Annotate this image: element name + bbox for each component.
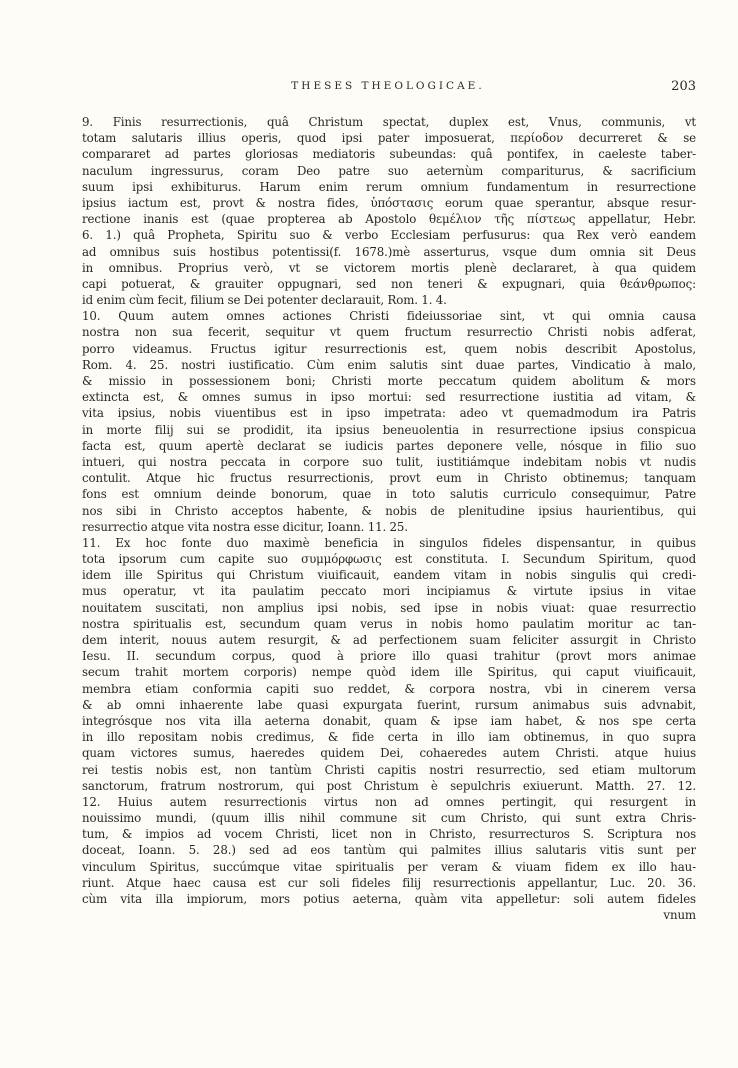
text-line: id enim cùm fecit, filium se Dei potenter declarauit, Rom. 1. 4. bbox=[82, 293, 447, 308]
text-line: resurrectio atque vita nostra esse dicitur, Ioann. 11. 25. bbox=[82, 519, 408, 534]
text-line: idem ille Spiritus qui Christum viuificauit, eandem vitam in nobis singulis qui credi- bbox=[82, 568, 696, 583]
text-line: compararet ad partes gloriosas mediatoris subeundas: quâ pontifex, in caeleste taber- bbox=[82, 147, 696, 162]
text-line: doceat, Ioann. 5. 28.) sed ad eos tantùm qui palmites illius salutaris vitis sunt per bbox=[82, 843, 696, 858]
page-header bbox=[80, 80, 696, 100]
text-line: in morte filij sui se prodidit, ita ipsius beneuolentia in resurrectione ipsius conspicua bbox=[82, 422, 696, 437]
text-line: membra etiam conformia capiti suo reddet, & corpora nostra, vbi in cinerem versa bbox=[82, 681, 696, 696]
text-line: Rom. 4. 25. nostri iustificatio. Cùm enim salutis sint duae partes, Vindicatio à malo, bbox=[82, 357, 696, 372]
text-line: porro videamus. Fructus igitur resurrectionis est, quem nobis describit Apostolus, bbox=[82, 341, 696, 356]
text-line: vnum bbox=[663, 908, 696, 923]
text-line: & ab omni inhaerente labe quasi expurgata fuerint, rursum animabus suis advnabit, bbox=[82, 697, 696, 712]
text-line: sanctorum, fratrum nostrorum, qui post Christum è sepulchris exiuerunt. Matth. 27. 12. bbox=[82, 778, 696, 793]
text-line: nostra non sua fecerit, sequitur vt quem fructum resurrectio Christi nobis adferat, bbox=[82, 325, 696, 340]
text-line: nouissimo mundi, (quum illis nihil commune sit cum Christo, qui sunt extra Chris- bbox=[82, 811, 696, 826]
text-line: riunt. Atque haec causa est cur soli fideles filij resurrectionis appellantur, Luc. 20. 36. bbox=[82, 875, 696, 890]
text-line: 6. 1.) quâ Propheta, Spiritu suo & verbo Ecclesiam perfusurus: qua Rex verò eandem bbox=[82, 228, 696, 243]
text-line: intueri, qui nostra peccata in corpore suo tulit, iustitiámque indebitam nobis vt nudis bbox=[82, 454, 696, 469]
text-line: nostra spiritualis est, secundum quam verus in nobis homo paulatim moritur ac tan- bbox=[82, 616, 696, 631]
text-line: fons est omnium deinde bonorum, quae in toto salutis curriculo consequimur, Patre bbox=[82, 487, 696, 502]
text-line: vinculum Spiritus, succúmque vitae spiritualis per veram & viuam fidem ex illo hau- bbox=[82, 859, 696, 874]
running-title: THESES THEOLOGICAE. bbox=[291, 80, 485, 92]
text-line: in omnibus. Proprius verò, vt se victorem mortis plenè declararet, à qua quidem bbox=[82, 260, 696, 275]
text-line: ipsius iactum est, provt & nostra fides, ὑπόστασις eorum quae sperantur, absque resur- bbox=[82, 195, 696, 210]
text-line: in illo repositam nobis credimus, & fide certa in illo iam obtinemus, in quo supra bbox=[82, 730, 696, 745]
text-line: & missio in possessionem boni; Christi morte peccatum quidem abolitum & mors bbox=[82, 374, 696, 388]
text-line: extincta est, & omnes sumus in ipso mortui: sed resurrectione iustitia ad vitam, & bbox=[82, 390, 696, 405]
text-line: cùm vita illa impiorum, mors potius aeterna, quàm vita appelletur: soli autem fideles bbox=[82, 892, 696, 906]
text-line: Iesu. II. secundum corpus, quod à priore illo quasi trahitur (provt mors animae bbox=[82, 649, 696, 664]
text-line: dem interit, nouus autem resurgit, & ad perfectionem suam feliciter assurgit in Christo bbox=[82, 633, 696, 647]
body-text bbox=[82, 114, 696, 923]
text-line: tum, & impios ad vocem Christi, licet non in Christo, resurrecturos S. Scriptura nos bbox=[82, 827, 696, 842]
text-line: facta est, quum apertè declarat se iudicis partes deponere velle, nósque in filio suo bbox=[82, 438, 696, 453]
text-line: secum trahit mortem corporis) nempe quòd idem ille Spiritus, qui caput viuificauit, bbox=[82, 665, 696, 680]
text-line: vita ipsius, nobis viuentibus est in ipso impetrata: adeo vt quemadmodum ira Patris bbox=[82, 406, 696, 421]
text-line: mus operatur, vt ita paulatim peccato mori incipiamus & virtute ipsius in vitae bbox=[82, 584, 696, 599]
text-line: 9. Finis resurrectionis, quâ Christum spectat, duplex est, Vnus, communis, vt bbox=[82, 115, 696, 129]
text-line: integrósque nos vita illa aeterna donabit, quam & ipse iam habet, & nos spe certa bbox=[82, 713, 696, 728]
text-line: tota ipsorum cum capite suo συμμόρφωσις est constituta. I. Secundum Spiritum, quod bbox=[82, 552, 696, 567]
text-line: quam victores sumus, haeredes quidem Dei, cohaeredes autem Christi. atque huius bbox=[82, 746, 696, 761]
text-line: nos sibi in Christo acceptos habente, & nobis de plenitudine ipsius haurientibus, qui bbox=[82, 503, 696, 518]
text-line: 11. Ex hoc fonte duo maximè beneficia in singulos fideles dispensantur, in quibus bbox=[82, 535, 696, 550]
text-line: contulit. Atque hic fructus resurrectionis, provt eum in Christo obtinemus; tanquam bbox=[82, 471, 696, 486]
text-line: 10. Quum autem omnes actiones Christi fideiussoriae sint, vt qui omnia causa bbox=[82, 309, 696, 324]
text-line: ad omnibus suis hostibus potentissi(f. 1678.)mè asserturus, vsque dum omnia sit Deus bbox=[82, 244, 696, 259]
text-line: totam salutaris illius operis, quod ipsi pater imposuerat, περίοδον decurreret & se bbox=[82, 131, 696, 146]
text-line: naculum ingressurus, coram Deo patre suo aeternùm compariturus, & sacrificium bbox=[82, 163, 696, 178]
text-line: 12. Huius autem resurrectionis virtus non ad omnes pertingit, qui resurgent in bbox=[82, 794, 696, 809]
text-line: rectione inanis est (quae propterea ab Apostolo θεμέλιον τῆς πίστεως appellatur, Hebr. bbox=[82, 212, 696, 227]
text-line: capi potuerat, & grauiter oppugnari, sed non teneri & expugnari, quia θεάνθρωπος: bbox=[82, 276, 696, 291]
text-line: suum ipsi exhibiturus. Harum enim rerum omnium fundamentum in resurrectione bbox=[82, 179, 696, 194]
page-number: 203 bbox=[671, 79, 696, 94]
text-line: rei testis nobis est, non tantùm Christi capitis nostri resurrectio, sed etiam multorum bbox=[82, 762, 696, 777]
text-line: nouitatem suscitati, non amplius ipsi nobis, sed ipse in nobis viuat: quae resurrectio bbox=[82, 600, 696, 615]
